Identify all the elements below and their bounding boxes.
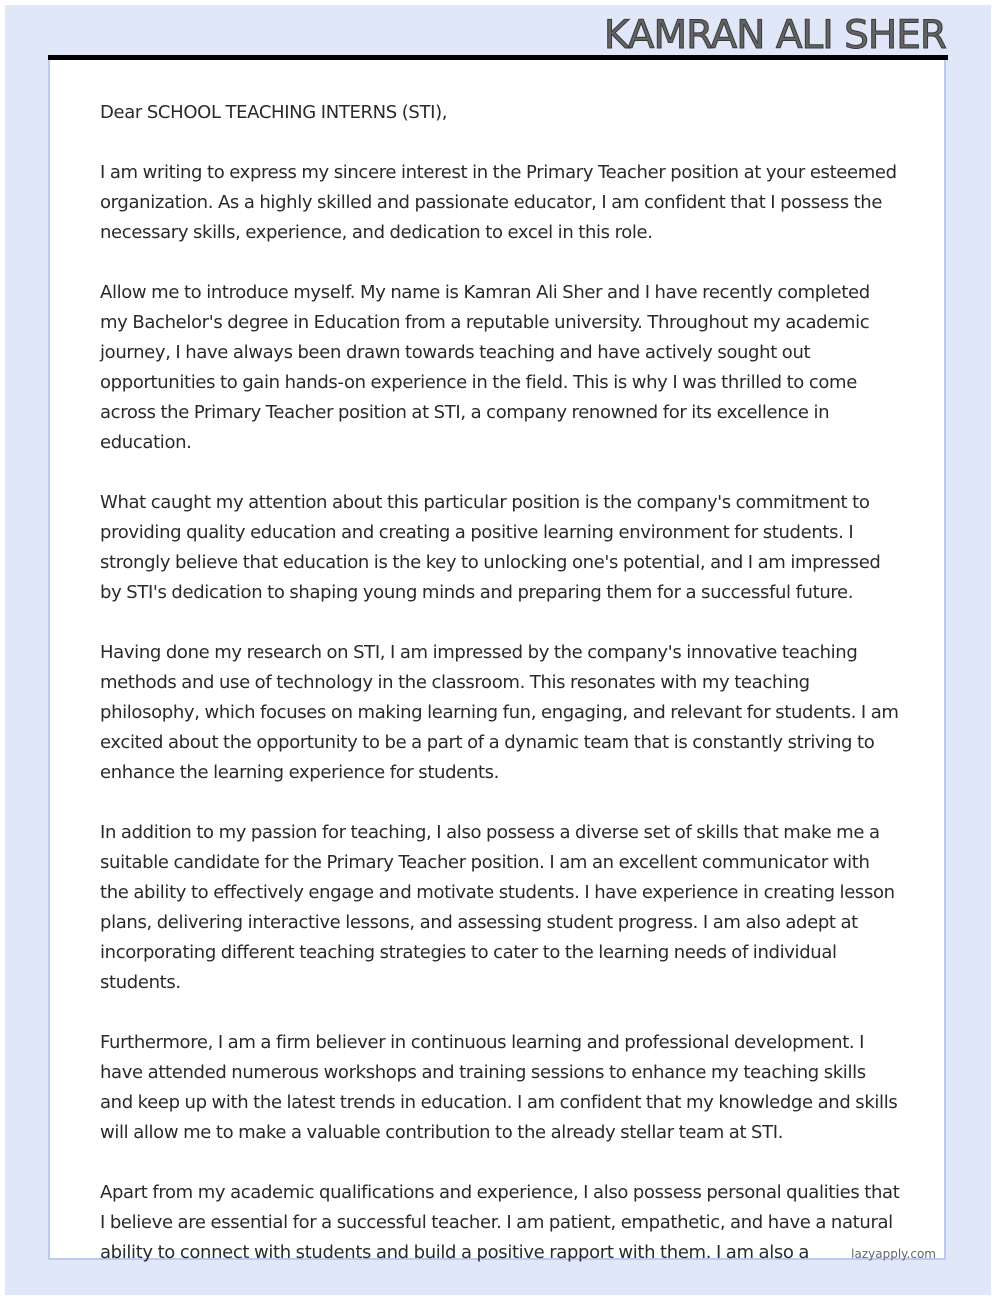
paragraph-introduction: Allow me to introduce myself. My name is Kamran Ali Sher and I have recently completed my Bachelor's degree in Education from a reputable university. Throughout my academic journey, I have always been drawn towards teaching and have actively sought out opportunities to gain hands-on experience in the field. This is why I was thrilled to come across the Primary Teacher position at STI, a company renowned for its excellence in education. bbox=[100, 282, 870, 453]
paragraph-research: Having done my research on STI, I am impressed by the company's innovative teaching methods and use of technology in the classroom. This resonates with my teaching philosophy, which focuses on making learning fun, engaging, and relevant for students. I am excited about the opportunity to be a part of a dynamic team that is constantly striving to enhance the learning experience for students. bbox=[100, 642, 899, 783]
paragraph-interest: I am writing to express my sincere interest in the Primary Teacher position at your esteemed organization. As a highly skilled and passionate educator, I am confident that I possess the necessary skills, experience, and dedication to excel in this role. bbox=[100, 162, 897, 243]
applicant-name: KAMRAN ALI SHER bbox=[603, 13, 946, 58]
paragraph-professional-development: Furthermore, I am a firm believer in continuous learning and professional development. I have attended numerous workshops and training sessions to enhance my teaching skills and keep up with the latest trends in education. I am confident that my knowledge and skills will allow me to make a valuable contribution to the already stellar team at STI. bbox=[100, 1032, 898, 1143]
paragraph-personal-qualities: Apart from my academic qualifications and experience, I also possess personal qualities that I believe are essential for a successful teacher. I am patient, empathetic, and have a natural ability to connect with students and build a positive rapport with them. I am also a bbox=[100, 1182, 900, 1263]
letter-body bbox=[100, 98, 900, 1298]
paragraph-company-commitment: What caught my attention about this particular position is the company's commitment to providing quality education and creating a positive learning environment for students. I strongly believe that education is the key to unlocking one's potential, and I am impressed by STI's dedication to shaping young minds and preparing them for a successful future. bbox=[100, 492, 881, 603]
watermark: lazyapply.com bbox=[851, 1247, 936, 1261]
paragraph-skills: In addition to my passion for teaching, I also possess a diverse set of skills that make me a suitable candidate for the Primary Teacher position. I am an excellent communicator with the ability to effectively engage and motivate students. I have experience in creating lesson plans, delivering interactive lessons, and assessing student progress. I am also adept at incorporating different teaching strategies to cater to the learning needs of individual students. bbox=[100, 822, 895, 993]
salutation: Dear SCHOOL TEACHING INTERNS (STI), bbox=[100, 102, 448, 123]
